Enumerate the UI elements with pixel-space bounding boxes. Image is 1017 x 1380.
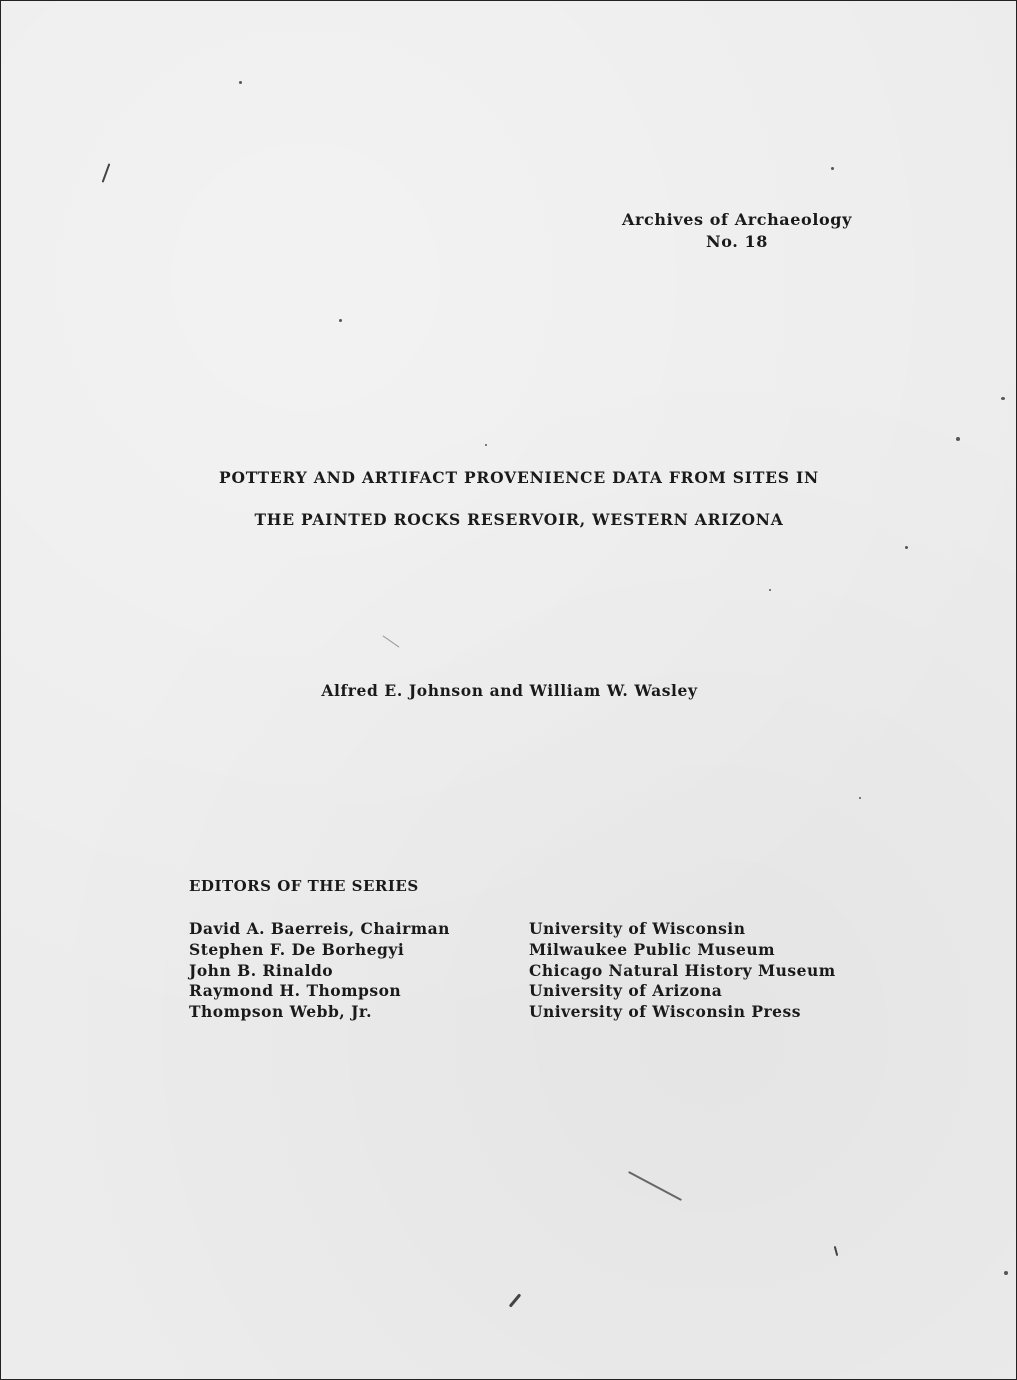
scan-speck <box>1001 397 1005 400</box>
scan-speck <box>239 81 242 84</box>
scan-streak <box>102 163 111 182</box>
editor-institution: University of Wisconsin <box>529 919 746 938</box>
editor-row <box>189 919 836 940</box>
authors: Alfred E. Johnson and William W. Wasley <box>321 681 698 700</box>
editor-row <box>189 961 836 982</box>
editor-institution: University of Wisconsin Press <box>529 1002 801 1022</box>
editor-row <box>189 981 836 1002</box>
editors-list <box>189 919 836 1023</box>
scan-streak <box>383 635 400 647</box>
scan-speck <box>339 319 342 322</box>
editor-row <box>189 940 836 961</box>
editor-name: John B. Rinaldo <box>189 960 334 980</box>
title-line-1: POTTERY AND ARTIFACT PROVENIENCE DATA FROM SITES IN <box>218 468 820 487</box>
scan-streak <box>628 1171 682 1201</box>
editor-name: Stephen F. De Borhegyi <box>189 939 405 959</box>
scan-speck <box>1004 1271 1008 1275</box>
scan-speck <box>485 444 487 446</box>
series-number: No. 18 <box>705 232 769 251</box>
scan-streak <box>834 1246 839 1256</box>
editor-institution: Milwaukee Public Museum <box>529 939 776 959</box>
scan-speck <box>769 589 771 591</box>
editors-heading: EDITORS OF THE SERIES <box>189 877 419 895</box>
scan-speck <box>956 437 960 441</box>
scan-streak <box>509 1293 522 1307</box>
editor-institution: Chicago Natural History Museum <box>529 960 836 980</box>
editor-row <box>189 1002 836 1023</box>
document-title <box>151 467 887 531</box>
title-line-2: THE PAINTED ROCKS RESERVOIR, WESTERN ARIZONA <box>254 510 784 529</box>
scan-speck <box>859 797 861 799</box>
series-info <box>617 209 857 253</box>
editor-institution: University of Arizona <box>529 981 723 1001</box>
editor-name: Thompson Webb, Jr. <box>189 1002 373 1022</box>
series-name: Archives of Archaeology <box>622 210 852 229</box>
scan-speck <box>905 546 908 549</box>
scan-speck <box>831 167 834 170</box>
editor-name: David A. Baerreis, Chairman <box>189 919 450 938</box>
editor-name: Raymond H. Thompson <box>189 981 402 1001</box>
